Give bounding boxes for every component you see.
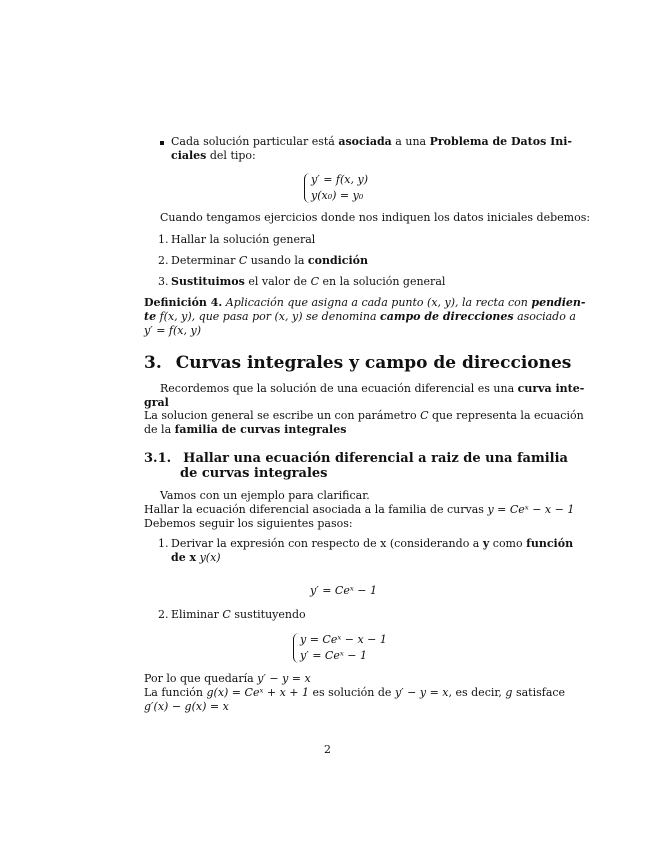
conclusion-line-3: g′(x) − g(x) = x: [144, 700, 229, 713]
steps-intro: Cuando tengamos ejercicios donde nos indiquen los datos iniciales debemos:: [160, 211, 591, 224]
bullet-line-1: Cada solución particular está asociada a una Problema de Datos Ini-: [171, 135, 572, 148]
step-3-number: 3.: [158, 275, 169, 288]
conclusion-line-2: La función g(x) = Ceˣ + x + 1 es solución de y′ − y = x, es decir, g satisface: [144, 686, 566, 699]
section-3-p2: La solucion general se escribe un con parámetro C que representa la ecuación: [144, 409, 584, 422]
section-3-1-p3: Debemos seguir los siguientes pasos:: [144, 517, 353, 530]
section-3-heading: 3. Curvas integrales y campo de direcciones: [144, 353, 572, 373]
section-3-1-heading-line1: 3.1. Hallar una ecuación diferencial a raiz de una familia: [144, 451, 568, 466]
definition-line-2: te f(x, y), que pasa por (x, y) se denomina campo de direcciones asociado a: [144, 310, 576, 323]
step-2-text: Determinar C usando la condición: [171, 254, 369, 267]
step-2-number: 2.: [158, 254, 169, 267]
step-3-text: Sustituimos el valor de C en la solución general: [171, 275, 446, 288]
step-1-number: 1.: [158, 233, 169, 246]
system2-eq-2: y′ = Ceˣ − 1: [300, 649, 367, 662]
system-eq-1: y′ = f(x, y): [311, 173, 368, 186]
section-3-1-p1: Vamos con un ejemplo para clarificar.: [160, 489, 370, 502]
bullet-line-2: ciales del tipo:: [171, 149, 256, 162]
section-3-p1-line2: gral: [144, 396, 169, 409]
deriv-step-2-text: Eliminar C sustituyendo: [171, 608, 306, 621]
deriv-step-2-number: 2.: [158, 608, 169, 621]
derivative-equation: y′ = Ceˣ − 1: [310, 584, 377, 597]
left-brace-2: [293, 633, 299, 663]
definition-line-1: Definición 4. Aplicación que asigna a cada punto (x, y), la recta con pendien-: [144, 296, 586, 309]
definition-line-3: y′ = f(x, y): [144, 324, 201, 337]
system2-eq-1: y = Ceˣ − x − 1: [300, 633, 387, 646]
section-3-1-heading-line2: de curvas integrales: [180, 466, 328, 481]
page-number: 2: [324, 743, 331, 756]
system-eq-2: y(x₀) = y₀: [311, 189, 364, 202]
deriv-step-1-line1: Derivar la expresión con respecto de x (considerando a y como función: [171, 537, 574, 550]
bullet-marker: [160, 141, 164, 145]
deriv-step-1-line2: de x y(x): [171, 551, 221, 564]
section-3-1-p2: Hallar la ecuación diferencial asociada a la familia de curvas y = Ceˣ − x − 1: [144, 503, 575, 516]
section-3-p3: de la familia de curvas integrales: [144, 423, 347, 436]
step-1-text: Hallar la solución general: [171, 233, 316, 246]
deriv-step-1-number: 1.: [158, 537, 169, 550]
conclusion-line-1: Por lo que quedaría y′ − y = x: [144, 672, 311, 685]
left-brace: [304, 173, 310, 203]
section-3-p1-line1: Recordemos que la solución de una ecuación diferencial es una curva inte-: [160, 382, 585, 395]
